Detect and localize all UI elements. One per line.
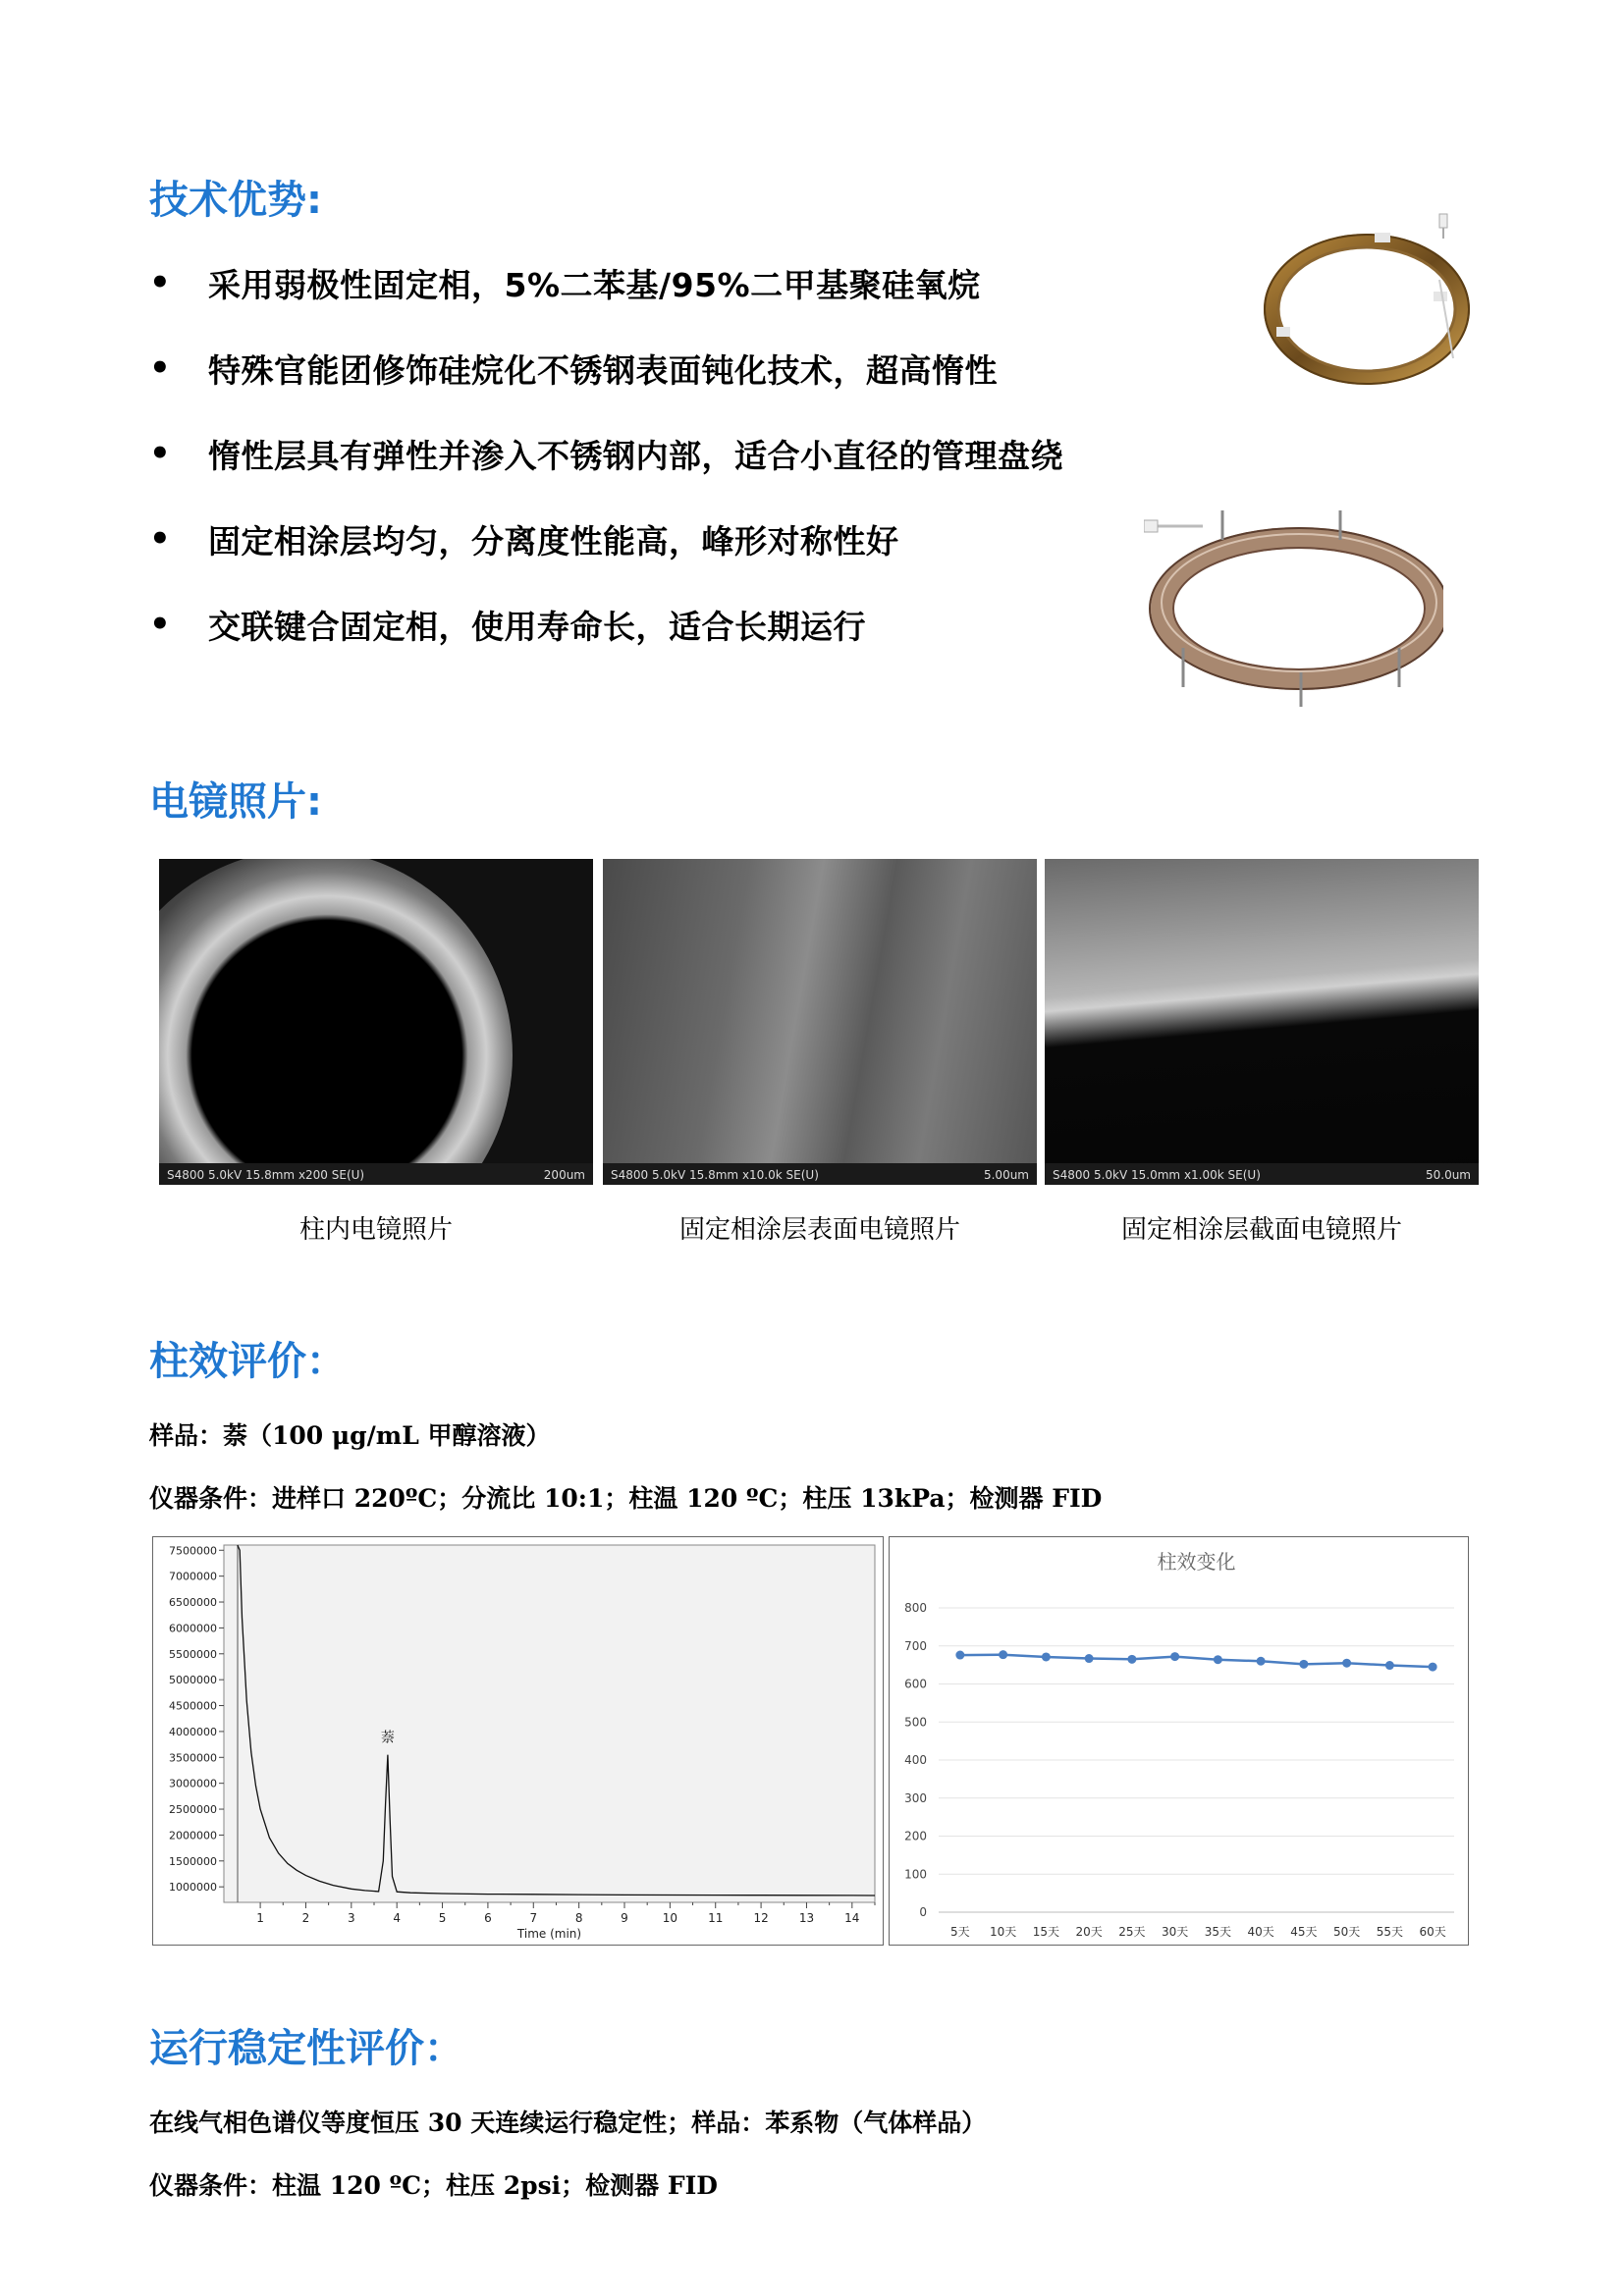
x-tick-label: 2 bbox=[301, 1911, 310, 1925]
sem-scale: 200um bbox=[543, 1168, 585, 1182]
y-tick-label: 200 bbox=[904, 1829, 927, 1843]
stability-heading: 运行稳定性评价： bbox=[149, 2026, 463, 2071]
y-tick-label: 1000000 bbox=[169, 1881, 217, 1895]
stability-description: 在线气相色谱仪等度恒压 30 天连续运行稳定性；样品：苯系物（气体样品） bbox=[149, 2109, 987, 2137]
stability-conditions: 仪器条件：柱温 120 ºC；柱压 2psi；检测器 FID bbox=[149, 2171, 718, 2200]
y-tick-label: 7500000 bbox=[169, 1544, 217, 1558]
y-tick-label: 800 bbox=[904, 1601, 927, 1615]
efficiency-point bbox=[1342, 1659, 1351, 1668]
efficiency-point bbox=[1127, 1655, 1136, 1664]
y-tick-label: 6000000 bbox=[169, 1622, 217, 1635]
x-tick-label: 55天 bbox=[1376, 1925, 1404, 1939]
advantage-text: 惰性层具有弹性并渗入不锈钢内部，适合小直径的管理盘绕 bbox=[208, 436, 1063, 475]
advantages-heading: 技术优势: bbox=[149, 178, 322, 223]
y-tick-label: 2000000 bbox=[169, 1829, 217, 1842]
y-tick-label: 4500000 bbox=[169, 1699, 217, 1713]
sem-scale: 50.0um bbox=[1425, 1168, 1471, 1182]
efficiency-sample: 样品：萘（100 μg/mL 甲醇溶液） bbox=[149, 1421, 551, 1450]
x-tick-label: 50天 bbox=[1332, 1925, 1361, 1939]
y-tick-label: 2500000 bbox=[169, 1803, 217, 1817]
x-tick-label: 9 bbox=[621, 1911, 628, 1925]
efficiency-point bbox=[1170, 1652, 1179, 1661]
chart-title: 柱效变化 bbox=[1157, 1550, 1236, 1574]
y-tick-label: 0 bbox=[919, 1905, 927, 1919]
y-tick-label: 400 bbox=[904, 1753, 927, 1767]
efficiency-line bbox=[960, 1655, 1433, 1667]
sem-image-surface bbox=[603, 859, 1037, 1185]
efficiency-point bbox=[999, 1650, 1007, 1659]
column-coil-image bbox=[1144, 501, 1443, 717]
sem-image-crosssection bbox=[1045, 859, 1479, 1185]
efficiency-trend-svg bbox=[890, 1537, 1468, 1945]
y-tick-label: 3000000 bbox=[169, 1777, 217, 1790]
advantage-text: 交联键合固定相，使用寿命长，适合长期运行 bbox=[208, 607, 866, 646]
sem-caption: 固定相涂层截面电镜照片 bbox=[1120, 1215, 1402, 1245]
y-tick-label: 500 bbox=[904, 1715, 927, 1730]
efficiency-point bbox=[1257, 1657, 1266, 1666]
column-coil-image bbox=[1257, 211, 1502, 388]
y-tick-label: 700 bbox=[904, 1638, 927, 1653]
x-tick-label: 13 bbox=[798, 1911, 815, 1925]
x-tick-label: 20天 bbox=[1075, 1925, 1103, 1939]
x-tick-label: 5天 bbox=[950, 1925, 970, 1939]
advantage-text: 采用弱极性固定相，5%二苯基/95%二甲基聚硅氧烷 bbox=[208, 265, 981, 304]
sem-info: S4800 5.0kV 15.8mm x200 SE(U) bbox=[167, 1168, 365, 1182]
x-tick-label: 30天 bbox=[1161, 1925, 1189, 1939]
efficiency-point bbox=[1085, 1654, 1094, 1663]
peak-label: 萘 bbox=[380, 1730, 395, 1746]
bullet-icon: • bbox=[149, 434, 171, 473]
y-tick-label: 1500000 bbox=[169, 1854, 217, 1868]
y-tick-label: 600 bbox=[904, 1677, 927, 1691]
y-tick-label: 6500000 bbox=[169, 1596, 217, 1610]
y-tick-label: 5500000 bbox=[169, 1647, 217, 1661]
x-axis-label: Time (min) bbox=[516, 1927, 582, 1941]
x-tick-label: 7 bbox=[529, 1911, 538, 1925]
x-tick-label: 3 bbox=[347, 1911, 355, 1925]
y-tick-label: 4000000 bbox=[169, 1725, 217, 1738]
efficiency-point bbox=[1214, 1655, 1222, 1664]
y-tick-label: 3500000 bbox=[169, 1751, 217, 1765]
bullet-icon: • bbox=[149, 263, 171, 302]
x-tick-label: 10 bbox=[662, 1911, 678, 1925]
sem-caption: 柱内电镜照片 bbox=[298, 1215, 453, 1245]
efficiency-point bbox=[1385, 1661, 1394, 1670]
efficiency-point bbox=[1299, 1660, 1308, 1669]
bullet-icon: • bbox=[149, 348, 171, 388]
efficiency-conditions: 仪器条件：进样口 220ºC；分流比 10:1；柱温 120 ºC；柱压 13kPa；检测器 FID bbox=[149, 1484, 1103, 1513]
efficiency-point bbox=[955, 1651, 964, 1660]
x-tick-label: 5 bbox=[438, 1911, 447, 1925]
advantage-item bbox=[149, 600, 866, 649]
bullet-icon: • bbox=[149, 519, 171, 559]
efficiency-trend-chart bbox=[889, 1536, 1469, 1946]
advantage-text: 固定相涂层均匀，分离度性能高，峰形对称性好 bbox=[208, 521, 899, 561]
x-tick-label: 25天 bbox=[1118, 1925, 1146, 1939]
sem-heading: 电镜照片: bbox=[149, 779, 322, 825]
bullet-icon: • bbox=[149, 605, 171, 644]
x-tick-label: 12 bbox=[753, 1911, 769, 1925]
efficiency-point bbox=[1042, 1652, 1051, 1661]
y-tick-label: 7000000 bbox=[169, 1570, 217, 1583]
sem-caption: 固定相涂层表面电镜照片 bbox=[678, 1215, 960, 1245]
advantage-item bbox=[149, 344, 998, 393]
sem-info: S4800 5.0kV 15.8mm x10.0k SE(U) bbox=[611, 1168, 819, 1182]
x-tick-label: 40天 bbox=[1247, 1925, 1274, 1939]
sem-info: S4800 5.0kV 15.0mm x1.00k SE(U) bbox=[1053, 1168, 1261, 1182]
x-tick-label: 10天 bbox=[989, 1925, 1017, 1939]
x-tick-label: 4 bbox=[393, 1911, 402, 1925]
x-tick-label: 35天 bbox=[1204, 1925, 1232, 1939]
x-tick-label: 15天 bbox=[1032, 1925, 1060, 1939]
y-tick-label: 300 bbox=[904, 1790, 927, 1805]
y-tick-label: 100 bbox=[904, 1867, 927, 1882]
advantage-text: 特殊官能团修饰硅烷化不锈钢表面钝化技术，超高惰性 bbox=[208, 350, 998, 390]
advantage-item bbox=[149, 258, 981, 307]
plot-area bbox=[224, 1545, 875, 1902]
x-tick-label: 14 bbox=[844, 1911, 860, 1925]
x-tick-label: 11 bbox=[708, 1911, 724, 1925]
x-tick-label: 6 bbox=[484, 1911, 492, 1925]
x-tick-label: 1 bbox=[256, 1911, 264, 1925]
x-tick-label: 8 bbox=[574, 1911, 583, 1925]
advantage-item bbox=[149, 514, 899, 563]
sem-image-inner bbox=[159, 859, 593, 1185]
advantage-item bbox=[149, 429, 1063, 478]
chromatogram-svg bbox=[153, 1537, 883, 1945]
efficiency-point bbox=[1429, 1663, 1437, 1672]
y-tick-label: 5000000 bbox=[169, 1674, 217, 1687]
x-tick-label: 60天 bbox=[1419, 1925, 1446, 1939]
x-tick-label: 45天 bbox=[1290, 1925, 1318, 1939]
efficiency-heading: 柱效评价： bbox=[149, 1339, 346, 1384]
sem-scale: 5.00um bbox=[983, 1168, 1029, 1182]
chromatogram-chart bbox=[152, 1536, 884, 1946]
